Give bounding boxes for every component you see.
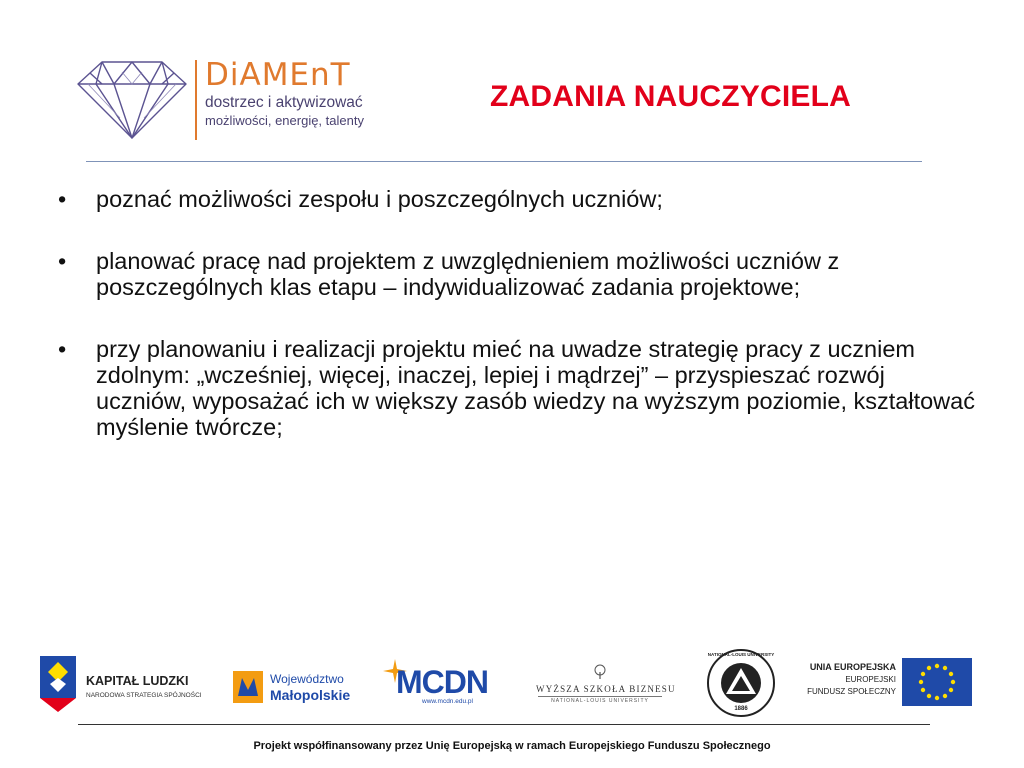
- logo-divider: [195, 60, 197, 140]
- sponsor-logo-strip: [0, 640, 1024, 725]
- bullet-mark: •: [58, 248, 67, 274]
- eu-line-1: UNIA EUROPEJSKA: [809, 662, 896, 672]
- mcdn-url: www.mcdn.edu.pl: [422, 698, 473, 705]
- bullet-item-3: [58, 336, 978, 440]
- malopolska-logo: [232, 668, 356, 708]
- mcdn-wordmark: MCDN: [396, 664, 488, 700]
- eu-line-3: FUNDUSZ SPOŁECZNY: [807, 687, 896, 696]
- brand-block: [205, 58, 364, 129]
- malopolska-crest-icon: [232, 670, 264, 704]
- bullet-item-1: [58, 186, 978, 212]
- kapital-ludzki-logo: [36, 654, 226, 716]
- wsb-logo: [536, 664, 676, 706]
- slide-title: ZADANIA NAUCZYCIELA: [490, 80, 852, 113]
- diamond-logo-icon: [74, 56, 190, 142]
- brand-tagline-1: dostrzec i aktywizować: [205, 94, 363, 111]
- wsb-subtitle: NATIONAL-LOUIS UNIVERSITY: [551, 698, 649, 704]
- bullet-text: poznać możliwości zespołu i poszczególnych uczniów;: [96, 186, 663, 212]
- kapital-ludzki-emblem-icon: [36, 654, 80, 714]
- eu-flag-icon: [902, 658, 972, 706]
- eu-line-2: EUROPEJSKI: [845, 675, 896, 684]
- wsb-divider: [538, 696, 662, 697]
- nlu-ring-text: NATIONAL-LOUIS UNIVERSITY: [707, 652, 775, 657]
- footer-divider: [78, 724, 930, 725]
- wsb-name: WYŻSZA SZKOŁA BIZNESU: [536, 684, 676, 694]
- nlu-seal: [706, 648, 776, 718]
- brand-tagline-2: możliwości, energię, talenty: [205, 113, 364, 128]
- tree-icon: [593, 664, 607, 680]
- bullet-text: przy planowaniu i realizacji projektu mieć na uwadze strategię pracy z uczniem zdolnym: „wcześniej, więcej, inaczej, lepiej i mądrzej” – przyspieszać rozwój uczniów, wyposażać ich w większy zasób wiedzy na wyższym poziomie, kształtować myślenie twórcze;: [96, 336, 975, 440]
- bullet-mark: •: [58, 336, 67, 362]
- eu-efs-logo: [792, 656, 976, 708]
- bullet-list: [58, 186, 978, 476]
- header-divider: [86, 161, 922, 162]
- bullet-item-2: [58, 248, 978, 300]
- mcdn-logo: [382, 658, 494, 710]
- cofinancing-footer: Projekt współfinansowany przez Unię Europejską w ramach Europejskiego Funduszu Społecznego: [253, 740, 771, 752]
- kapital-ludzki-subtitle: NARODOWA STRATEGIA SPÓJNOŚCI: [86, 692, 202, 699]
- nlu-year: 1886: [734, 706, 748, 712]
- malopolska-line-1: Województwo: [270, 672, 344, 686]
- brand-name: DiAMEnT: [205, 57, 351, 93]
- bullet-text: planować pracę nad projektem z uwzględnieniem możliwości uczniów z poszczególnych klas etapu – indywidualizować zadania projektowe;: [96, 248, 840, 300]
- slide-header: [0, 0, 1024, 160]
- malopolska-line-2: Małopolskie: [270, 687, 351, 703]
- kapital-ludzki-title: KAPITAŁ LUDZKI: [86, 674, 189, 688]
- bullet-mark: •: [58, 186, 67, 212]
